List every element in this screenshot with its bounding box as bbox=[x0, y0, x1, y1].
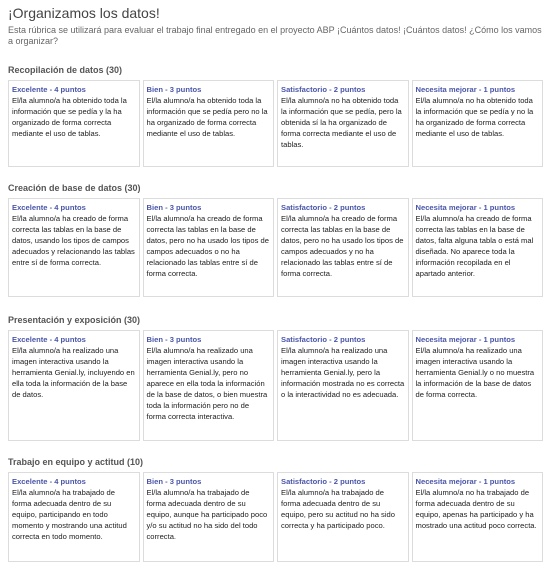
level-description: El/la alumno/a no ha obtenido toda la información que se pedía, pero la obtenida sí la ha organizado de forma correcta mediante el uso de tablas. bbox=[281, 95, 402, 149]
page-title: ¡Organizamos los datos! bbox=[8, 5, 160, 21]
level-heading: Excelente - 4 puntos bbox=[12, 476, 86, 486]
level-heading: Bien - 3 puntos bbox=[146, 202, 202, 212]
level-description: El/la alumno/a ha creado de forma correcta las tablas en la base de datos, falta alguna tabla o está mal diseñada. No aparece toda la información recopilada en el apartado anterior. bbox=[415, 213, 534, 278]
level-heading: Satisfactorio - 2 puntos bbox=[281, 84, 366, 94]
level-cell-necesita-mejorar[interactable] bbox=[412, 80, 544, 167]
level-heading: Bien - 3 puntos bbox=[146, 334, 202, 344]
level-description: El/la alumno/a ha realizado una imagen interactiva usando la herramienta Genial.ly, pero la información mostrada no es correcta o la interactividad no es adecuada. bbox=[281, 345, 405, 399]
level-cell-necesita-mejorar[interactable] bbox=[412, 472, 544, 562]
criterion-levels bbox=[8, 198, 543, 297]
level-heading: Excelente - 4 puntos bbox=[12, 202, 86, 212]
level-cell-satisfactorio[interactable] bbox=[277, 472, 409, 562]
level-heading: Satisfactorio - 2 puntos bbox=[281, 476, 366, 486]
level-cell-satisfactorio[interactable] bbox=[277, 330, 409, 441]
criterion-levels bbox=[8, 330, 543, 441]
criterion-levels bbox=[8, 80, 543, 167]
criterion-trabajo-equipo bbox=[8, 456, 543, 562]
level-description: El/la alumno/a ha creado de forma correcta las tablas en la base de datos, usando los tipos de campos adecuados y relacionando las tablas entre sí de forma correcta. bbox=[12, 213, 135, 267]
level-heading: Necesita mejorar - 1 puntos bbox=[415, 202, 516, 212]
level-description: El/la alumno/a ha realizado una imagen interactiva usando la herramienta Genial.ly, incluyendo en ella toda la información de la base de datos. bbox=[12, 345, 135, 399]
level-description: El/la alumno/a ha realizado una imagen interactiva usando la herramienta Genial.ly, pero no aparece en ella toda la información de la base de datos, o bien muestra toda la información pero no de forma correcta interactiva. bbox=[146, 345, 268, 421]
level-heading: Necesita mejorar - 1 puntos bbox=[415, 84, 516, 94]
criterion-levels bbox=[8, 472, 543, 562]
level-heading: Necesita mejorar - 1 puntos bbox=[415, 476, 516, 486]
level-heading: Satisfactorio - 2 puntos bbox=[281, 202, 366, 212]
criterion-title: Presentación y exposición (30) bbox=[8, 314, 141, 325]
level-heading: Excelente - 4 puntos bbox=[12, 84, 86, 94]
level-description: El/la alumno/a ha creado de forma correcta las tablas en la base de datos, pero no ha usado los tipos de campos adecuados y no ha relacionado las tablas entre sí de forma correcta. bbox=[281, 213, 404, 278]
level-cell-satisfactorio[interactable] bbox=[277, 198, 409, 297]
criterion-base-de-datos bbox=[8, 182, 543, 297]
level-description: El/la alumno/a ha realizado una imagen interactiva usando la herramienta Genial.ly o no muestra la información de la base de datos de forma correcta. bbox=[415, 345, 535, 399]
level-cell-necesita-mejorar[interactable] bbox=[412, 198, 544, 297]
criterion-title: Trabajo en equipo y actitud (10) bbox=[8, 456, 144, 467]
level-description: El/la alumno/a ha trabajado de forma adecuada dentro de su equipo, aunque ha participado poco y/o su actitud no ha sido del todo correcta. bbox=[146, 487, 268, 541]
level-description: El/la alumno/a ha obtenido toda la información que se pedía pero no la ha organizado de forma correcta mediante el uso de tablas. bbox=[146, 95, 268, 138]
level-cell-excelente[interactable] bbox=[8, 198, 140, 297]
level-cell-satisfactorio[interactable] bbox=[277, 80, 409, 167]
level-description: El/la alumno/a ha obtenido toda la información que se pedía y la ha organizado de forma correcta mediante el uso de tablas. bbox=[12, 95, 127, 138]
level-heading: Excelente - 4 puntos bbox=[12, 334, 86, 344]
criterion-recopilacion bbox=[8, 64, 543, 167]
level-cell-bien[interactable] bbox=[143, 80, 275, 167]
level-description: El/la alumno/a no ha obtenido toda la información que se pedía y no la ha organizado de forma correcta mediante el uso de tablas. bbox=[415, 95, 534, 138]
level-cell-excelente[interactable] bbox=[8, 472, 140, 562]
level-heading: Satisfactorio - 2 puntos bbox=[281, 334, 366, 344]
criterion-title: Creación de base de datos (30) bbox=[8, 182, 141, 193]
level-heading: Bien - 3 puntos bbox=[146, 84, 202, 94]
level-cell-bien[interactable] bbox=[143, 198, 275, 297]
level-cell-necesita-mejorar[interactable] bbox=[412, 330, 544, 441]
level-heading: Necesita mejorar - 1 puntos bbox=[415, 334, 516, 344]
level-description: El/la alumno/a ha creado de forma correcta las tablas en la base de datos, pero no ha usado los tipos de campos adecuados o no ha relacionado las tablas entre sí de forma correcta. bbox=[146, 213, 269, 278]
level-description: El/la alumno/a ha trabajado de forma adecuada dentro de su equipo, pero su actitud no ha sido correcta y ha participado poco. bbox=[281, 487, 395, 530]
level-description: El/la alumno/a no ha trabajado de forma adecuada dentro de su equipo, apenas ha participado y ha mostrado una actitud poco correcta. bbox=[415, 487, 537, 530]
level-cell-bien[interactable] bbox=[143, 330, 275, 441]
level-cell-excelente[interactable] bbox=[8, 80, 140, 167]
level-cell-bien[interactable] bbox=[143, 472, 275, 562]
level-description: El/la alumno/a ha trabajado de forma adecuada dentro de su equipo, participando en todo momento y mostrando una actitud correcta en todo momento. bbox=[12, 487, 127, 541]
level-heading: Bien - 3 puntos bbox=[146, 476, 202, 486]
page-subtitle: Esta rúbrica se utilizará para evaluar el trabajo final entregado en el proyecto ABP ¡Cuántos datos! ¡Cuántos datos! ¿Cómo los vamos a organizar? bbox=[8, 25, 542, 46]
level-cell-excelente[interactable] bbox=[8, 330, 140, 441]
criterion-title: Recopilación de datos (30) bbox=[8, 64, 123, 75]
criterion-presentacion bbox=[8, 314, 543, 441]
